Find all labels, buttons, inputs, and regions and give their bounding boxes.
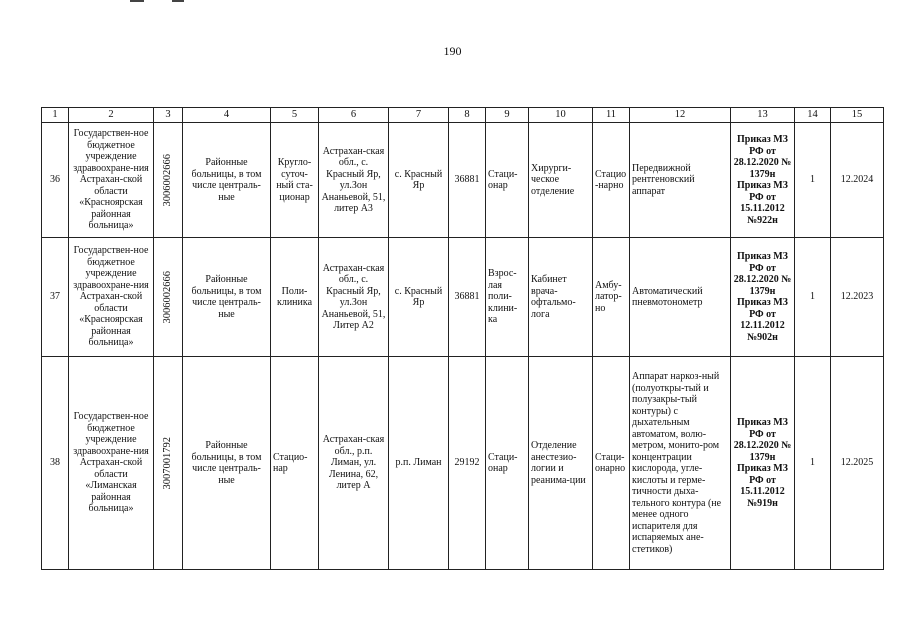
department: Кабинет врача-офтальмо-лога (529, 238, 593, 357)
table-row (42, 238, 884, 357)
header-cell: 9 (486, 108, 529, 123)
care-type: Стацио-нар (271, 357, 319, 570)
organization-name: Государствен-ное бюджетное учреждение здравоохране-ния Астрахан-ской области «Лиманская районная больница» (69, 357, 154, 570)
address: Астрахан-ская обл., с. Красный Яр, ул.Зон Ананьевой, 51, Литер А2 (319, 238, 389, 357)
row-number: 36 (42, 123, 69, 238)
quantity: 1 (795, 123, 831, 238)
table-header-row (42, 108, 884, 123)
address: Астрахан-ская обл., с. Красный Яр, ул.Зон Ананьевой, 51, литер А3 (319, 123, 389, 238)
locality: с. Красный Яр (389, 238, 449, 357)
equipment: Автоматический пневмотонометр (630, 238, 731, 357)
address: Астрахан-ская обл., р.п. Лиман, ул. Ленина, 62, литер А (319, 357, 389, 570)
unit-type: Стаци-онар (486, 123, 529, 238)
header-cell: 12 (630, 108, 731, 123)
deadline: 12.2024 (831, 123, 884, 238)
header-cell: 5 (271, 108, 319, 123)
department: Отделение анестезио-логии и реанима-ции (529, 357, 593, 570)
header-cell: 7 (389, 108, 449, 123)
hospital-type: Районные больницы, в том числе централь-ные (183, 238, 271, 357)
locality: р.п. Лиман (389, 357, 449, 570)
inn-value: 3006002666 (162, 270, 174, 324)
hospital-type: Районные больницы, в том числе централь-ные (183, 123, 271, 238)
order-reference: Приказ МЗ РФ от 28.12.2020 № 1379н Приказ МЗ РФ от 12.11.2012 №902н (731, 238, 795, 357)
deadline: 12.2023 (831, 238, 884, 357)
table-row (42, 357, 884, 570)
quantity: 1 (795, 357, 831, 570)
scan-mark-left (130, 0, 144, 2)
header-cell: 2 (69, 108, 154, 123)
inn-value: 3007001792 (162, 436, 174, 490)
row-number: 38 (42, 357, 69, 570)
header-cell: 1 (42, 108, 69, 123)
inn-value: 3006002666 (162, 153, 174, 207)
table-row (42, 123, 884, 238)
equipment: Аппарат наркоз-ный (полуоткры-тый и полузакры-тый контуры) с дыхательным автоматом, волю-метром, монито-ром концентрации кислорода, угле-кислоты и герме-тичности дыха-тельного контура (не менее одного испарителя для испаряемых ане-стетиков) (630, 357, 731, 570)
care-conditions: Стаци-онарно (593, 357, 630, 570)
population: 36881 (449, 238, 486, 357)
header-cell: 10 (529, 108, 593, 123)
care-type: Поли-клиника (271, 238, 319, 357)
scan-mark-right (172, 0, 184, 2)
population: 29192 (449, 357, 486, 570)
equipment: Передвижной рентгеновский аппарат (630, 123, 731, 238)
organization-name: Государствен-ное бюджетное учреждение здравоохране-ния Астрахан-ской области «Красноярская районная больница» (69, 238, 154, 357)
header-cell: 6 (319, 108, 389, 123)
header-cell: 4 (183, 108, 271, 123)
organization-name: Государствен-ное бюджетное учреждение здравоохране-ния Астрахан-ской области «Красноярская районная больница» (69, 123, 154, 238)
department: Хирурги-ческое отделение (529, 123, 593, 238)
population: 36881 (449, 123, 486, 238)
header-cell: 11 (593, 108, 630, 123)
row-number: 37 (42, 238, 69, 357)
care-conditions: Амбу-латор-но (593, 238, 630, 357)
unit-type: Стаци-онар (486, 357, 529, 570)
care-conditions: Стацио-нарно (593, 123, 630, 238)
inn-cell (154, 123, 183, 238)
header-cell: 3 (154, 108, 183, 123)
header-cell: 15 (831, 108, 884, 123)
equipment-table (41, 107, 884, 570)
inn-cell (154, 357, 183, 570)
locality: с. Красный Яр (389, 123, 449, 238)
header-cell: 14 (795, 108, 831, 123)
header-cell: 13 (731, 108, 795, 123)
page-number: 190 (443, 44, 462, 58)
care-type: Кругло-суточ-ный ста-ционар (271, 123, 319, 238)
quantity: 1 (795, 238, 831, 357)
deadline: 12.2025 (831, 357, 884, 570)
inn-cell (154, 238, 183, 357)
header-cell: 8 (449, 108, 486, 123)
order-reference: Приказ МЗ РФ от 28.12.2020 № 1379н Приказ МЗ РФ от 15.11.2012 №922н (731, 123, 795, 238)
order-reference: Приказ МЗ РФ от 28.12.2020 № 1379н Приказ МЗ РФ от 15.11.2012 №919н (731, 357, 795, 570)
unit-type: Взрос-лая поли-клини-ка (486, 238, 529, 357)
hospital-type: Районные больницы, в том числе централь-ные (183, 357, 271, 570)
